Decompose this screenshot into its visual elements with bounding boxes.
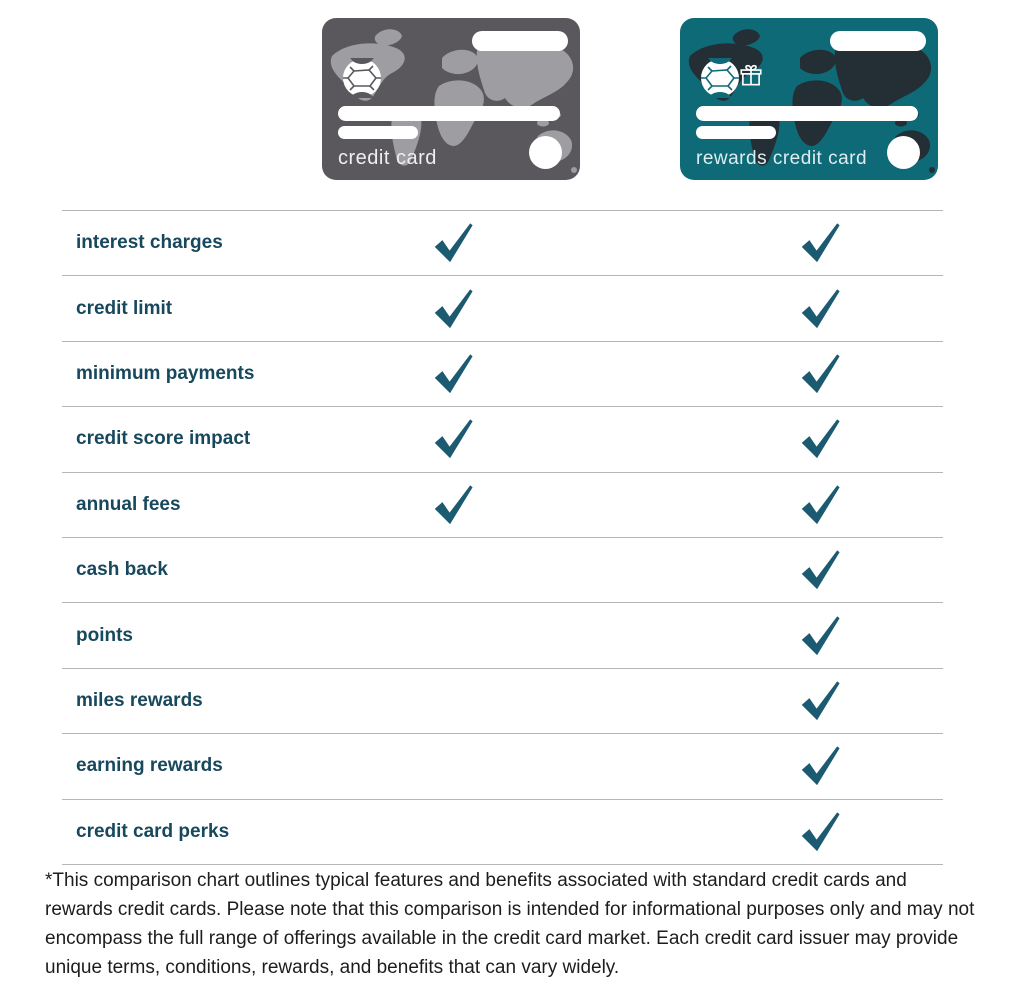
standard-card-cell (429, 809, 475, 855)
card-logo-circle (529, 136, 562, 169)
checkmark-icon (796, 809, 842, 855)
standard-card-cell (429, 613, 475, 659)
rewards-card-cell (796, 809, 842, 855)
checkmark-icon (796, 547, 842, 593)
standard-credit-card-illustration (322, 18, 580, 180)
table-row (62, 602, 943, 667)
feature-label: credit limit (76, 297, 173, 319)
checkmark-icon (429, 482, 475, 528)
checkmark-icon (429, 351, 475, 397)
card-logo-circle (887, 136, 920, 169)
chip-icon (342, 58, 382, 98)
feature-label: minimum payments (76, 362, 255, 384)
feature-label: credit card perks (76, 820, 230, 842)
checkmark-icon (429, 286, 475, 332)
standard-card-label: credit card (338, 147, 437, 169)
checkmark-icon (796, 220, 842, 266)
disclaimer-text: *This comparison chart outlines typical features and benefits associated with standard credit cards and rewards credit cards. Please note that this comparison is intended for informational purposes only and may not encompass the full range of offerings available in the credit card market. Each credit card issuer may provide unique terms, conditions, rewards, and benefits that can vary widely. (45, 870, 975, 978)
feature-label: interest charges (76, 232, 223, 254)
standard-card-cell (429, 547, 475, 593)
card-number-pill (830, 31, 926, 51)
standard-card-cell (429, 743, 475, 789)
standard-card-cell (429, 286, 475, 332)
table-row (62, 275, 943, 340)
rewards-card-cell (796, 416, 842, 462)
rewards-card-cell (796, 547, 842, 593)
standard-card-cell (429, 482, 475, 528)
rewards-card-cell (796, 678, 842, 724)
card-stripe-pill (696, 106, 918, 121)
standard-card-cell (429, 351, 475, 397)
feature-label: cash back (76, 559, 168, 581)
checkmark-icon (796, 743, 842, 789)
standard-card-cell (429, 678, 475, 724)
rewards-card-cell (796, 482, 842, 528)
table-row (62, 472, 943, 537)
feature-label: miles rewards (76, 689, 203, 711)
table-row (62, 799, 943, 864)
table-row (62, 406, 943, 471)
table-row (62, 733, 943, 798)
checkmark-icon (796, 286, 842, 332)
comparison-table (62, 210, 943, 865)
card-stripe-pill (338, 106, 560, 121)
checkmark-icon (429, 220, 475, 266)
rewards-card-cell (796, 286, 842, 332)
table-row (62, 210, 943, 275)
rewards-credit-card-illustration (680, 18, 938, 180)
rewards-card-cell (796, 613, 842, 659)
checkmark-icon (796, 351, 842, 397)
checkmark-icon (796, 416, 842, 462)
card-number-pill (472, 31, 568, 51)
card-stripe-pill-small (338, 126, 418, 139)
feature-label: earning rewards (76, 755, 223, 777)
table-row (62, 668, 943, 733)
table-row (62, 537, 943, 602)
feature-label: credit score impact (76, 428, 251, 450)
table-row (62, 341, 943, 406)
rewards-card-label: rewards credit card (696, 148, 868, 169)
standard-card-cell (429, 220, 475, 266)
standard-card-cell (429, 416, 475, 462)
rewards-card-cell (796, 220, 842, 266)
feature-label: annual fees (76, 493, 181, 515)
rewards-card-cell (796, 351, 842, 397)
checkmark-icon (429, 416, 475, 462)
gift-icon (738, 63, 764, 89)
rewards-card-cell (796, 743, 842, 789)
card-stripe-pill-small (696, 126, 776, 139)
feature-label: points (76, 624, 133, 646)
checkmark-icon (796, 482, 842, 528)
checkmark-icon (796, 678, 842, 724)
chip-icon (700, 58, 740, 98)
checkmark-icon (796, 613, 842, 659)
